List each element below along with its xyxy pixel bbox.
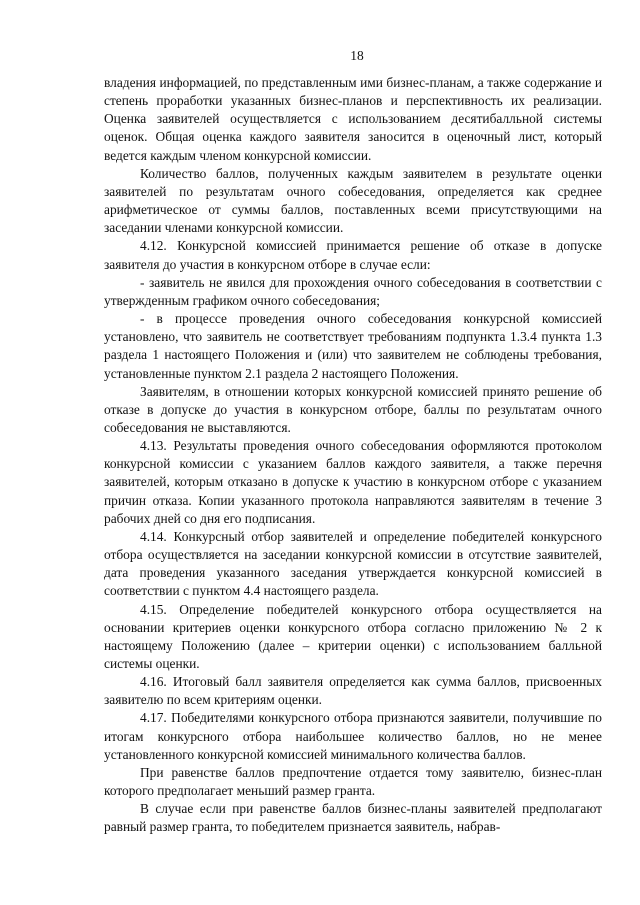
paragraph-4-13: 4.13. Результаты проведения очного собеседования оформляются протоколом конкурсной комиссии с указанием баллов каждого заявителя, а также перечня заявителей, которым отказано в допуске к участию в конкурсном отборе с указанием причин отказа. Копии указанного протокола направляются заявителям в течение 3 рабочих дней со дня его подписания. (104, 438, 602, 526)
paragraph-4-14: 4.14. Конкурсный отбор заявителей и определение победителей конкурсного отбора осуществляется на заседании конкурсной комиссии в отсутствие заявителей, дата проведения указанного заседания утверждается конкурсной комиссией в соответствии с пунктом 4.4 настоящего раздела. (104, 528, 602, 599)
document-body (104, 74, 602, 837)
paragraph-tie-preference: При равенстве баллов предпочтение отдается тому заявителю, бизнес-план которого предполагает меньший размер гранта. (104, 764, 602, 799)
paragraph-continuation: владения информацией, по представленным ими бизнес-планам, а также содержание и степень проработки указанных бизнес-планов и перспективность их реализации. Оценка заявителей осуществляется с использованием десятибалльной системы оценок. Общая оценка каждого заявителя заносится в оценочный лист, который ведется каждым членом конкурсной комиссии. (104, 75, 602, 163)
paragraph-no-scores: Заявителям, в отношении которых конкурсной комиссией принято решение об отказе в допуске до участия в конкурсном отборе, баллы по результатам очного собеседования не выставляются. (104, 383, 602, 435)
paragraph-tie-equal-grant: В случае если при равенстве баллов бизнес-планы заявителей предполагают равный размер гранта, то победителем признается заявитель, набрав- (104, 801, 602, 835)
paragraph-4-17: 4.17. Победителями конкурсного отбора признаются заявители, получившие по итогам конкурсного отбора наибольшее количество баллов, но не менее установленного конкурсной комиссией минимального количества баллов. (104, 710, 602, 762)
paragraph-4-16: 4.16. Итоговый балл заявителя определяется как сумма баллов, присвоенных заявителю по всем критериям оценки. (104, 674, 602, 708)
paragraph-4-15: 4.15. Определение победителей конкурсного отбора осуществляется на основании критериев оценки конкурсного отбора согласно приложению № 2 к настоящему Положению (далее – критерии оценки) с использованием балльной системы оценки. (104, 601, 602, 671)
paragraph-score-average: Количество баллов, полученных каждым заявителем в результате оценки заявителей по результатам очного собеседования, определяется как среднее арифметическое от суммы баллов, поставленных всеми присутствующими на заседании членами конкурсной комиссии. (104, 165, 602, 236)
list-item-absence: - заявитель не явился для прохождения очного собеседования в соответствии с утвержденным графиком очного собеседования; (104, 274, 602, 308)
list-item-noncompliance: - в процессе проведения очного собеседования конкурсной комиссией установлено, что заявитель не соответствует требованиям подпункта 1.3.4 пункта 1.3 раздела 1 настоящего Положения и (или) что заявителем не соблюдены требования, установленные пунктом 2.1 раздела 2 настоящего Положения. (104, 311, 602, 381)
page-number: 18 (350, 48, 364, 63)
paragraph-4-12: 4.12. Конкурсной комиссией принимается решение об отказе в допуске заявителя до участия в конкурсном отборе в случае если: (104, 238, 602, 272)
